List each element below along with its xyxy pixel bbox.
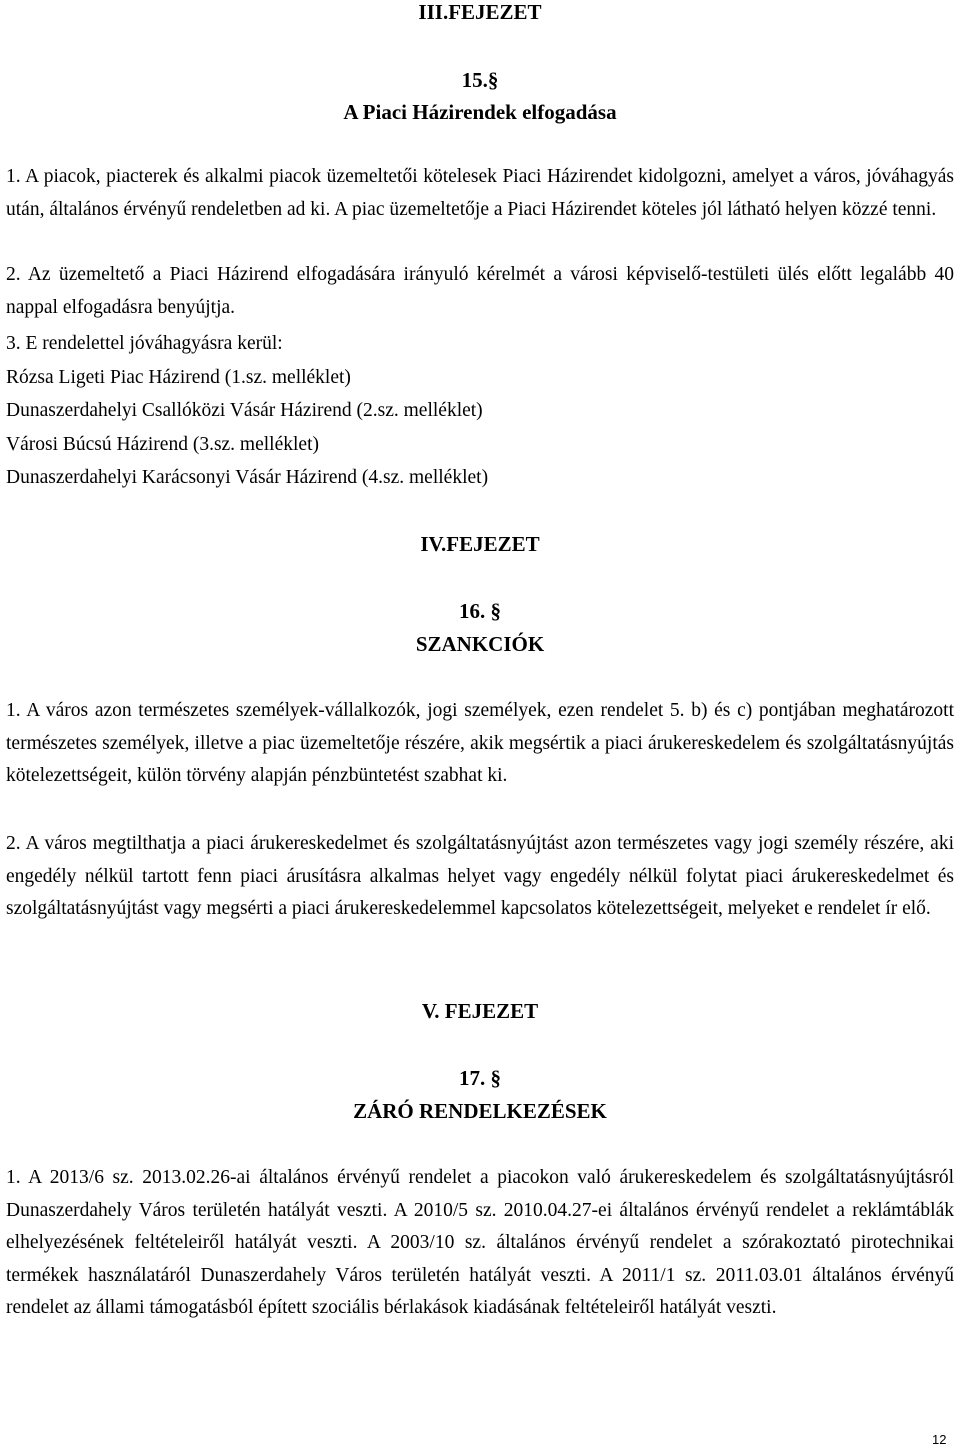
section-heading bbox=[6, 64, 954, 96]
section-number: 17. bbox=[459, 1066, 486, 1090]
section-title: ZÁRÓ RENDELKEZÉSEK bbox=[353, 1099, 607, 1123]
chapter-title: III.FEJEZET bbox=[418, 0, 542, 24]
paragraph: 2. Az üzemeltető a Piaci Házirend elfogadására irányuló kérelmét a városi képviselő-testületi ülés előtt legalább 40 nappal elfogadásra benyújtja. bbox=[6, 264, 954, 318]
list-item: Dunaszerdahelyi Karácsonyi Vásár Házirend (4.sz. melléklet) bbox=[6, 467, 489, 488]
chapter-title: V. FEJEZET bbox=[421, 999, 539, 1023]
section-heading bbox=[6, 595, 954, 627]
section-sign-icon: § bbox=[487, 68, 499, 92]
section-heading bbox=[6, 1062, 954, 1094]
page-number: 12 bbox=[932, 1432, 947, 1447]
chapter-title: IV.FEJEZET bbox=[420, 532, 540, 556]
list-item: Rózsa Ligeti Piac Házirend (1.sz. melléklet) bbox=[6, 367, 351, 388]
section-title: SZANKCIÓK bbox=[415, 632, 545, 656]
paragraph: 1. A piacok, piacterek és alkalmi piacok üzemeltetői kötelesek Piaci Házirendet kidolgozni, amelyet a város, jóváhagyás után, általános érvényű rendeletben ad ki. A piac üzemeltetője a Piaci Házirendet köteles jól látható helyen közzé tenni. bbox=[6, 166, 954, 220]
paragraph: 3. E rendelettel jóváhagyásra kerül: bbox=[6, 333, 283, 354]
list-item: Dunaszerdahelyi Csallóközi Vásár Házirend (2.sz. melléklet) bbox=[6, 400, 483, 421]
section-sign-icon: § bbox=[490, 599, 501, 623]
list-item: Városi Búcsú Házirend (3.sz. melléklet) bbox=[6, 434, 319, 455]
section-title: A Piaci Házirendek elfogadása bbox=[343, 100, 617, 124]
section-sign-icon: § bbox=[490, 1066, 501, 1090]
paragraph: 2. A város megtilthatja a piaci árukereskedelmet és szolgáltatásnyújtást azon természetes vagy jogi személy részére, aki engedély nélkül tartott fenn piaci árusításra alkalmas helyet vagy engedély nélkül folytat piaci árukereskedelmet és szolgáltatásnyújtást vagy megsérti a piaci árukereskedelemmel kapcsolatos kötelezettségeit, melyeket e rendelet ír elő. bbox=[6, 833, 954, 919]
section-number: 15. bbox=[461, 68, 488, 92]
paragraph: 1. A 2013/6 sz. 2013.02.26-ai általános érvényű rendelet a piacokon való árukereskedelem és szolgáltatásnyújtásról Dunaszerdahely Város területén hatályát veszti. A 2010/5 sz. 2010.04.27-ei általános érvényű rendelet a reklámtáblák elhelyezésének feltételeiről hatályát veszti. A 2003/10 sz. általános érvényű rendelet a szórakoztató pirotechnikai termékek használatáról Dunaszerdahely Város területén hatályát veszti. A 2011/1 sz. 2011.03.01 általános érvényű rendelet az állami támogatásból épített szociális bérlakások kiadásának feltételeiről hatályát veszti. bbox=[6, 1167, 954, 1318]
section-number: 16. bbox=[459, 599, 486, 623]
paragraph: 1. A város azon természetes személyek-vállalkozók, jogi személyek, ezen rendelet 5. b) és c) pontjában meghatározott természetes személyek, illetve a piac üzemeltetője részére, akik megsértik a piaci árukereskedelem és szolgáltatásnyújtás kötelezettségeit, külön törvény alapján pénzbüntetést szabhat ki. bbox=[6, 700, 954, 786]
